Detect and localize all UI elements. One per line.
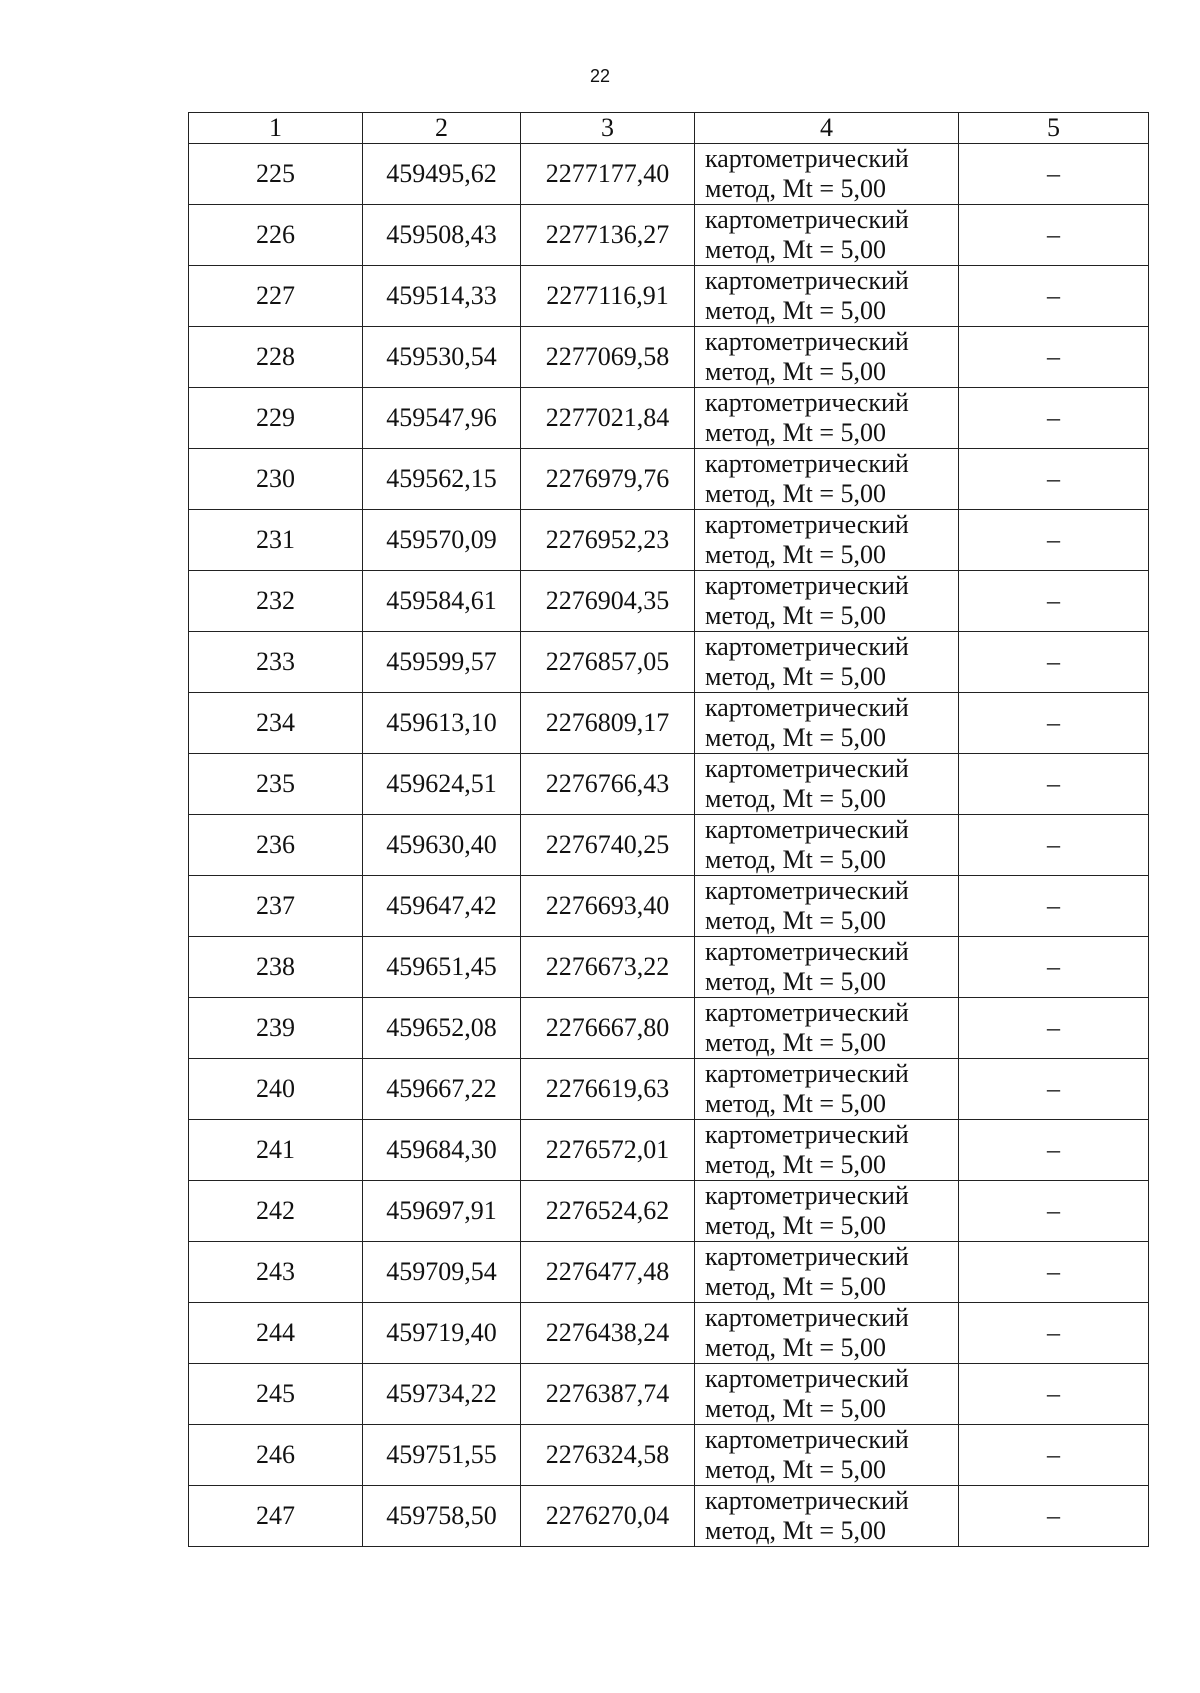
method-name: картометрический	[705, 1486, 909, 1515]
point-number-cell: 246	[189, 1425, 363, 1486]
table-row	[189, 510, 1149, 571]
description-cell: –	[959, 205, 1149, 266]
description-cell: –	[959, 449, 1149, 510]
method-accuracy: метод, Mt = 5,00	[705, 1394, 886, 1423]
description-cell: –	[959, 144, 1149, 205]
point-number-cell: 242	[189, 1181, 363, 1242]
method-cell	[695, 1486, 959, 1547]
point-number-cell: 237	[189, 876, 363, 937]
method-accuracy: метод, Mt = 5,00	[705, 418, 886, 447]
point-number-cell: 226	[189, 205, 363, 266]
method-name: картометрический	[705, 998, 909, 1027]
description-cell: –	[959, 998, 1149, 1059]
method-accuracy: метод, Mt = 5,00	[705, 906, 886, 935]
point-number-cell: 238	[189, 937, 363, 998]
description-cell: –	[959, 937, 1149, 998]
x-coordinate-cell: 459514,33	[363, 266, 521, 327]
header-col-5: 5	[959, 113, 1149, 144]
x-coordinate-cell: 459613,10	[363, 693, 521, 754]
method-cell	[695, 632, 959, 693]
method-cell	[695, 1120, 959, 1181]
y-coordinate-cell: 2276667,80	[521, 998, 695, 1059]
method-cell	[695, 693, 959, 754]
x-coordinate-cell: 459530,54	[363, 327, 521, 388]
point-number-cell: 245	[189, 1364, 363, 1425]
method-cell	[695, 510, 959, 571]
point-number-cell: 233	[189, 632, 363, 693]
method-name: картометрический	[705, 937, 909, 966]
method-accuracy: метод, Mt = 5,00	[705, 235, 886, 264]
y-coordinate-cell: 2276324,58	[521, 1425, 695, 1486]
table-row	[189, 1425, 1149, 1486]
method-name: картометрический	[705, 815, 909, 844]
page-number: 22	[589, 66, 611, 86]
method-accuracy: метод, Mt = 5,00	[705, 1333, 886, 1362]
method-name: картометрический	[705, 876, 909, 905]
method-name: картометрический	[705, 449, 909, 478]
table-row	[189, 327, 1149, 388]
header-row	[189, 113, 1149, 144]
method-cell	[695, 144, 959, 205]
header-col-1: 1	[189, 113, 363, 144]
method-cell	[695, 327, 959, 388]
y-coordinate-cell: 2276979,76	[521, 449, 695, 510]
point-number-cell: 244	[189, 1303, 363, 1364]
table-row	[189, 876, 1149, 937]
point-number-cell: 228	[189, 327, 363, 388]
method-cell	[695, 876, 959, 937]
method-name: картометрический	[705, 1181, 909, 1210]
point-number-cell: 229	[189, 388, 363, 449]
method-accuracy: метод, Mt = 5,00	[705, 296, 886, 325]
method-cell	[695, 1181, 959, 1242]
description-cell: –	[959, 754, 1149, 815]
header-col-4: 4	[695, 113, 959, 144]
y-coordinate-cell: 2276809,17	[521, 693, 695, 754]
x-coordinate-cell: 459508,43	[363, 205, 521, 266]
table-row	[189, 1303, 1149, 1364]
method-name: картометрический	[705, 510, 909, 539]
y-coordinate-cell: 2276524,62	[521, 1181, 695, 1242]
y-coordinate-cell: 2277069,58	[521, 327, 695, 388]
table-row	[189, 388, 1149, 449]
x-coordinate-cell: 459647,42	[363, 876, 521, 937]
table-row	[189, 571, 1149, 632]
table-row	[189, 205, 1149, 266]
method-name: картометрический	[705, 754, 909, 783]
method-name: картометрический	[705, 327, 909, 356]
description-cell: –	[959, 1059, 1149, 1120]
x-coordinate-cell: 459624,51	[363, 754, 521, 815]
description-cell: –	[959, 1364, 1149, 1425]
method-name: картометрический	[705, 266, 909, 295]
header-col-3: 3	[521, 113, 695, 144]
y-coordinate-cell: 2276904,35	[521, 571, 695, 632]
x-coordinate-cell: 459630,40	[363, 815, 521, 876]
table-row	[189, 693, 1149, 754]
table-row	[189, 1486, 1149, 1547]
x-coordinate-cell: 459751,55	[363, 1425, 521, 1486]
method-cell	[695, 1425, 959, 1486]
method-cell	[695, 266, 959, 327]
y-coordinate-cell: 2276477,48	[521, 1242, 695, 1303]
x-coordinate-cell: 459651,45	[363, 937, 521, 998]
y-coordinate-cell: 2276693,40	[521, 876, 695, 937]
method-accuracy: метод, Mt = 5,00	[705, 1516, 886, 1545]
y-coordinate-cell: 2276270,04	[521, 1486, 695, 1547]
description-cell: –	[959, 266, 1149, 327]
x-coordinate-cell: 459599,57	[363, 632, 521, 693]
method-accuracy: метод, Mt = 5,00	[705, 601, 886, 630]
description-cell: –	[959, 632, 1149, 693]
point-number-cell: 231	[189, 510, 363, 571]
method-accuracy: метод, Mt = 5,00	[705, 662, 886, 691]
x-coordinate-cell: 459684,30	[363, 1120, 521, 1181]
method-name: картометрический	[705, 1425, 909, 1454]
table-header	[189, 113, 1149, 144]
table-row	[189, 754, 1149, 815]
table-row	[189, 1059, 1149, 1120]
y-coordinate-cell: 2276438,24	[521, 1303, 695, 1364]
method-name: картометрический	[705, 1059, 909, 1088]
x-coordinate-cell: 459570,09	[363, 510, 521, 571]
point-number-cell: 243	[189, 1242, 363, 1303]
method-cell	[695, 205, 959, 266]
method-accuracy: метод, Mt = 5,00	[705, 1150, 886, 1179]
method-name: картометрический	[705, 1120, 909, 1149]
method-accuracy: метод, Mt = 5,00	[705, 784, 886, 813]
description-cell: –	[959, 1486, 1149, 1547]
x-coordinate-cell: 459697,91	[363, 1181, 521, 1242]
y-coordinate-cell: 2276857,05	[521, 632, 695, 693]
method-accuracy: метод, Mt = 5,00	[705, 1211, 886, 1240]
table-row	[189, 1242, 1149, 1303]
method-name: картометрический	[705, 205, 909, 234]
method-name: картометрический	[705, 1242, 909, 1271]
method-accuracy: метод, Mt = 5,00	[705, 967, 886, 996]
point-number-cell: 240	[189, 1059, 363, 1120]
table-row	[189, 266, 1149, 327]
y-coordinate-cell: 2277021,84	[521, 388, 695, 449]
table-body	[189, 144, 1149, 1547]
method-cell	[695, 1242, 959, 1303]
method-cell	[695, 1364, 959, 1425]
point-number-cell: 227	[189, 266, 363, 327]
method-accuracy: метод, Mt = 5,00	[705, 845, 886, 874]
method-cell	[695, 1303, 959, 1364]
method-accuracy: метод, Mt = 5,00	[705, 174, 886, 203]
x-coordinate-cell: 459709,54	[363, 1242, 521, 1303]
description-cell: –	[959, 1425, 1149, 1486]
table-row	[189, 144, 1149, 205]
y-coordinate-cell: 2276673,22	[521, 937, 695, 998]
point-number-cell: 230	[189, 449, 363, 510]
description-cell: –	[959, 876, 1149, 937]
description-cell: –	[959, 1120, 1149, 1181]
x-coordinate-cell: 459652,08	[363, 998, 521, 1059]
header-col-2: 2	[363, 113, 521, 144]
table-row	[189, 1120, 1149, 1181]
point-number-cell: 239	[189, 998, 363, 1059]
point-number-cell: 234	[189, 693, 363, 754]
x-coordinate-cell: 459562,15	[363, 449, 521, 510]
method-name: картометрический	[705, 1364, 909, 1393]
x-coordinate-cell: 459495,62	[363, 144, 521, 205]
point-number-cell: 241	[189, 1120, 363, 1181]
description-cell: –	[959, 571, 1149, 632]
x-coordinate-cell: 459719,40	[363, 1303, 521, 1364]
method-accuracy: метод, Mt = 5,00	[705, 479, 886, 508]
method-accuracy: метод, Mt = 5,00	[705, 1028, 886, 1057]
y-coordinate-cell: 2276387,74	[521, 1364, 695, 1425]
x-coordinate-cell: 459584,61	[363, 571, 521, 632]
table-row	[189, 937, 1149, 998]
method-accuracy: метод, Mt = 5,00	[705, 357, 886, 386]
y-coordinate-cell: 2276740,25	[521, 815, 695, 876]
table-row	[189, 815, 1149, 876]
description-cell: –	[959, 327, 1149, 388]
method-name: картометрический	[705, 388, 909, 417]
coordinates-table	[188, 112, 1149, 1547]
y-coordinate-cell: 2276766,43	[521, 754, 695, 815]
y-coordinate-cell: 2276952,23	[521, 510, 695, 571]
method-accuracy: метод, Mt = 5,00	[705, 1272, 886, 1301]
description-cell: –	[959, 1303, 1149, 1364]
table-row	[189, 1364, 1149, 1425]
method-name: картометрический	[705, 632, 909, 661]
method-accuracy: метод, Mt = 5,00	[705, 723, 886, 752]
method-cell	[695, 449, 959, 510]
point-number-cell: 236	[189, 815, 363, 876]
table-row	[189, 998, 1149, 1059]
method-name: картометрический	[705, 1303, 909, 1332]
method-accuracy: метод, Mt = 5,00	[705, 540, 886, 569]
table-row	[189, 632, 1149, 693]
description-cell: –	[959, 510, 1149, 571]
method-cell	[695, 937, 959, 998]
method-cell	[695, 388, 959, 449]
y-coordinate-cell: 2277177,40	[521, 144, 695, 205]
y-coordinate-cell: 2276619,63	[521, 1059, 695, 1120]
description-cell: –	[959, 1181, 1149, 1242]
description-cell: –	[959, 693, 1149, 754]
method-accuracy: метод, Mt = 5,00	[705, 1089, 886, 1118]
description-cell: –	[959, 1242, 1149, 1303]
method-name: картометрический	[705, 144, 909, 173]
point-number-cell: 225	[189, 144, 363, 205]
x-coordinate-cell: 459758,50	[363, 1486, 521, 1547]
method-cell	[695, 998, 959, 1059]
method-cell	[695, 815, 959, 876]
description-cell: –	[959, 388, 1149, 449]
x-coordinate-cell: 459734,22	[363, 1364, 521, 1425]
x-coordinate-cell: 459547,96	[363, 388, 521, 449]
method-cell	[695, 754, 959, 815]
method-accuracy: метод, Mt = 5,00	[705, 1455, 886, 1484]
y-coordinate-cell: 2277136,27	[521, 205, 695, 266]
y-coordinate-cell: 2276572,01	[521, 1120, 695, 1181]
table-row	[189, 1181, 1149, 1242]
method-name: картометрический	[705, 571, 909, 600]
method-name: картометрический	[705, 693, 909, 722]
method-cell	[695, 571, 959, 632]
point-number-cell: 247	[189, 1486, 363, 1547]
y-coordinate-cell: 2277116,91	[521, 266, 695, 327]
x-coordinate-cell: 459667,22	[363, 1059, 521, 1120]
table-row	[189, 449, 1149, 510]
description-cell: –	[959, 815, 1149, 876]
point-number-cell: 235	[189, 754, 363, 815]
method-cell	[695, 1059, 959, 1120]
point-number-cell: 232	[189, 571, 363, 632]
